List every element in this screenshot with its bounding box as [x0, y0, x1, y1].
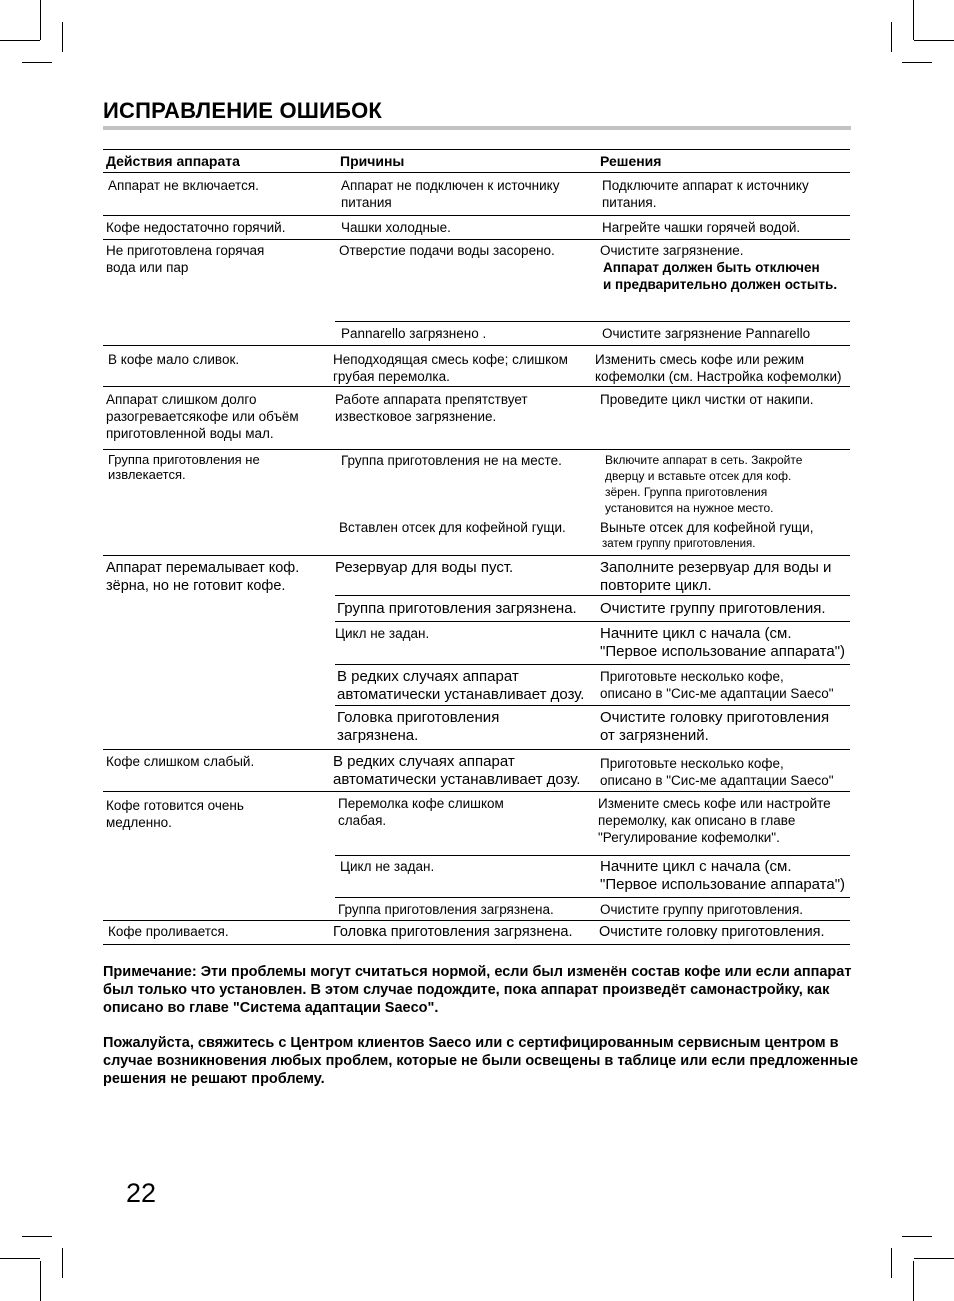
table-rule: [103, 449, 850, 450]
action-cell: В кофе мало сливок.: [108, 352, 240, 367]
cause-cell: Перемолка кофе слишком слабая.: [338, 796, 504, 828]
cause-cell: Неподходящая смесь кофе; слишком грубая перемолка.: [333, 352, 568, 384]
solution-cell: Нагрейте чашки горячей водой.: [602, 220, 801, 235]
solution-cell: Очистите группу приготовления.: [600, 600, 826, 617]
crop-mark: [891, 1248, 892, 1278]
solution-cell: Очистите головку приготовления.: [599, 924, 825, 940]
table-rule: [103, 149, 850, 150]
action-cell: Кофе проливается.: [108, 924, 229, 939]
table-rule: [335, 321, 850, 322]
solution-cell: Проведите цикл чистки от накипи.: [600, 392, 814, 407]
table-rule: [335, 855, 850, 856]
crop-mark: [40, 1261, 41, 1301]
cause-cell: Аппарат не подключен к источнику питания: [341, 178, 560, 210]
title-rule: [103, 126, 851, 130]
solution-cell: Включите аппарат в сеть. Закройте дверцу и вставьте отсек для коф. зёрен. Группа приготовления установится на нужное место.: [605, 453, 803, 515]
action-cell: Группа приготовления не извлекается.: [108, 452, 260, 482]
crop-mark: [913, 0, 914, 40]
table-rule: [335, 705, 850, 706]
table-rule: [103, 749, 850, 750]
cause-cell: В редких случаях аппарат автоматически устанавливает дозу.: [337, 668, 585, 703]
header-actions: Действия аппарата: [106, 153, 240, 169]
solution-warning: Аппарат должен быть отключен и предварительно должен остыть.: [603, 260, 838, 292]
cause-cell: Работе аппарата препятствует известковое загрязнение.: [335, 392, 528, 424]
note-paragraph: Примечание: Эти проблемы могут считаться нормой, если был изменён состав кофе или если аппарат был только что установлен. В этом случае подождите, пока аппарат произведёт самонастройку, как описано во главе "Система адаптации Saeco".: [103, 964, 852, 1016]
table-rule: [103, 555, 850, 556]
crop-mark: [0, 1258, 40, 1259]
action-cell: Кофе недостаточно горячий.: [106, 220, 286, 235]
solution-cell: Подключите аппарат к источнику питания.: [602, 178, 809, 210]
cause-cell: Отверстие подачи воды засорено.: [339, 243, 555, 258]
crop-mark: [913, 1261, 914, 1301]
page-title: ИСПРАВЛЕНИЕ ОШИБОК: [103, 98, 383, 123]
cause-cell: Группа приготовления не на месте.: [341, 453, 562, 468]
solution-cell: Очистите загрязнение.: [600, 243, 744, 258]
solution-cell: Заполните резервуар для воды и повторите цикл.: [600, 559, 832, 594]
cause-cell: Головка приготовления загрязнена.: [337, 709, 500, 744]
table-rule: [103, 944, 850, 945]
header-solutions: Решения: [600, 153, 662, 169]
crop-mark: [22, 1236, 52, 1237]
header-causes: Причины: [340, 153, 405, 169]
cause-cell: Вставлен отсек для кофейной гущи.: [339, 520, 566, 535]
crop-mark: [914, 1258, 954, 1259]
table-rule: [335, 897, 850, 898]
table-rule: [103, 920, 850, 921]
solution-cell: Начните цикл с начала (см. "Первое использование аппарата"): [600, 858, 846, 893]
action-cell: Аппарат перемалывает коф. зёрна, но не готовит кофе.: [106, 560, 300, 594]
table-rule: [103, 172, 850, 173]
cause-cell: Чашки холодные.: [341, 220, 451, 235]
solution-cell: Очистите загрязнение Pannarello: [602, 326, 811, 341]
solution-cell: Измените смесь кофе или настройте перемолку, как описано в главе "Регулирование кофемолки".: [598, 796, 831, 845]
action-cell: Кофе готовится очень медленно.: [106, 798, 244, 830]
solution-cell: Очистите группу приготовления.: [600, 902, 804, 917]
table-rule: [103, 215, 850, 216]
page-number: 22: [126, 1178, 157, 1208]
cause-cell: Резервуар для воды пуст.: [335, 559, 514, 576]
crop-mark: [902, 62, 932, 63]
cause-cell: Цикл не задан.: [340, 859, 435, 874]
cause-cell: Группа приготовления загрязнена.: [338, 902, 554, 917]
table-rule: [335, 664, 850, 665]
solution-cell: Очистите головку приготовления от загрязнений.: [600, 709, 830, 744]
cause-cell: Цикл не задан.: [335, 626, 430, 641]
solution-cell-note: затем группу приготовления.: [602, 538, 756, 550]
crop-mark: [0, 40, 40, 41]
action-cell: Кофе слишком слабый.: [106, 754, 255, 769]
table-rule: [335, 621, 850, 622]
crop-mark: [22, 62, 52, 63]
cause-cell: Группа приготовления загрязнена.: [337, 600, 577, 617]
crop-mark: [914, 40, 954, 41]
table-rule: [335, 595, 850, 596]
crop-mark: [891, 22, 892, 52]
solution-cell: Выньте отсек для кофейной гущи,: [600, 520, 814, 535]
crop-mark: [902, 1236, 932, 1237]
solution-cell: Изменить смесь кофе или режим кофемолки (см. Настройка кофемолки): [595, 352, 842, 384]
action-cell: Аппарат не включается.: [108, 178, 259, 193]
table-rule: [103, 386, 850, 387]
contact-paragraph: Пожалуйста, свяжитесь с Центром клиентов Saeco или с сертифицированным сервисным центром в случае возникновения любых проблем, которые не были освещены в таблице или если предложенные решения не решают проблему.: [103, 1035, 859, 1087]
table-rule: [103, 791, 850, 792]
solution-cell: Приготовьте несколько кофе, описано в "Сис-ме адаптации Saeco": [600, 669, 834, 701]
table-rule: [103, 345, 850, 346]
solution-cell: Приготовьте несколько кофе, описано в "Сис-ме адаптации Saeco": [600, 756, 834, 788]
cause-cell: Pannarello загрязнено .: [341, 326, 487, 341]
crop-mark: [62, 1248, 63, 1278]
action-cell: Аппарат слишком долго разогреваетсякофе или объём приготовленной воды мал.: [106, 392, 299, 441]
solution-cell: Начните цикл с начала (см. "Первое использование аппарата"): [600, 625, 846, 660]
crop-mark: [62, 22, 63, 52]
action-cell: Не приготовлена горячая вода или пар: [106, 243, 265, 275]
cause-cell: В редких случаях аппарат автоматически устанавливает дозу.: [333, 753, 581, 788]
crop-mark: [40, 0, 41, 40]
cause-cell: Головка приготовления загрязнена.: [333, 924, 573, 940]
troubleshooting-table: [103, 149, 850, 949]
table-rule: [103, 239, 850, 240]
